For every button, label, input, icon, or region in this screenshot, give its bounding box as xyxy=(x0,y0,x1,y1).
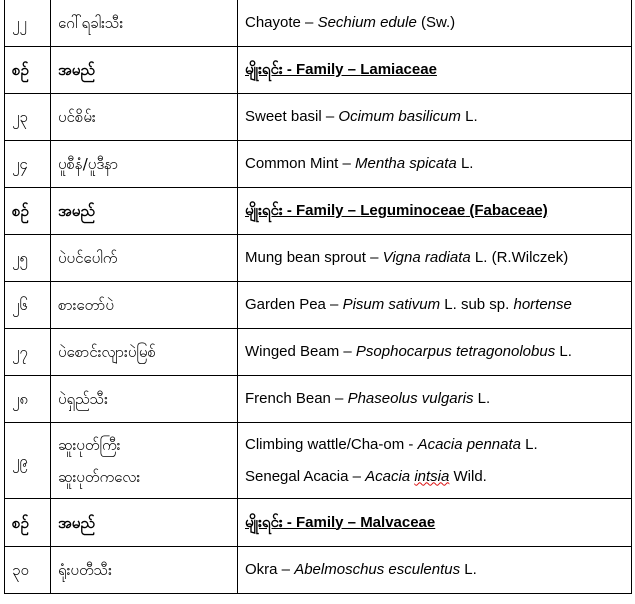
english-scientific-name xyxy=(238,423,632,499)
row-number: ၂၃ xyxy=(5,94,51,141)
table-row xyxy=(5,282,632,329)
family-label: မျိုးရင်း - Family – Leguminoceae (Fabaceae) xyxy=(238,188,632,235)
myanmar-name: ရုံးပတီသီး xyxy=(51,547,238,594)
family-header-row xyxy=(5,47,632,94)
table-row xyxy=(5,0,632,47)
english-scientific-name: Mung bean sprout – Vigna radiata L. (R.Wilczek) xyxy=(238,235,632,282)
row-number: ၂၆ xyxy=(5,282,51,329)
myanmar-name-line-1: ဆူးပုတ်ကြီး xyxy=(58,435,121,454)
english-scientific-name: Okra – Abelmoschus esculentus L. xyxy=(238,547,632,594)
english-scientific-name: Winged Beam – Psophocarpus tetragonolobus L. xyxy=(238,329,632,376)
myanmar-name: ပဲရှည်သီး xyxy=(51,376,238,423)
row-number: ၂၇ xyxy=(5,329,51,376)
header-name-label: အမည် xyxy=(51,47,238,94)
row-number: ၂၅ xyxy=(5,235,51,282)
english-scientific-name: Common Mint – Mentha spicata L. xyxy=(238,141,632,188)
myanmar-name: ပဲပင်ပေါက် xyxy=(51,235,238,282)
english-scientific-name: Garden Pea – Pisum sativum L. sub sp. hortense xyxy=(238,282,632,329)
header-number-label: စဥ် xyxy=(5,47,51,94)
myanmar-name-line-2: ဆူးပုတ်ကလေး xyxy=(58,467,141,486)
header-number-label: စဥ် xyxy=(5,499,51,547)
table-row xyxy=(5,376,632,423)
english-line-1: Climbing wattle/Cha-om - Acacia pennata L. xyxy=(245,435,538,453)
family-label: မျိုးရင်း - Family – Lamiaceae xyxy=(238,47,632,94)
row-number: ၂၉ xyxy=(5,423,51,499)
row-number: ၂၄ xyxy=(5,141,51,188)
row-number: ၃၀ xyxy=(5,547,51,594)
table-row xyxy=(5,141,632,188)
myanmar-name: ပင်စိမ်း xyxy=(51,94,238,141)
table-row xyxy=(5,547,632,594)
row-number: ၂၈ xyxy=(5,376,51,423)
myanmar-name: ဂေါ်ရခါးသီး xyxy=(51,0,238,47)
header-name-label: အမည် xyxy=(51,499,238,547)
english-scientific-name: French Bean – Phaseolus vulgaris L. xyxy=(238,376,632,423)
myanmar-name: ပဲစောင်းလျားပဲမြစ် xyxy=(51,329,238,376)
plant-table xyxy=(4,0,632,594)
family-header-row xyxy=(5,188,632,235)
myanmar-name xyxy=(51,423,238,499)
myanmar-name: ပူစီနံ/ပူဒီနာ xyxy=(51,141,238,188)
english-scientific-name: Sweet basil – Ocimum basilicum L. xyxy=(238,94,632,141)
english-line-2: Senegal Acacia – Acacia intsia Wild. xyxy=(245,467,487,485)
header-name-label: အမည် xyxy=(51,188,238,235)
row-number: ၂၂ xyxy=(5,0,51,47)
table-row xyxy=(5,329,632,376)
family-header-row xyxy=(5,499,632,547)
header-number-label: စဥ် xyxy=(5,188,51,235)
table-row xyxy=(5,94,632,141)
myanmar-name: စားတော်ပဲ xyxy=(51,282,238,329)
table-row xyxy=(5,235,632,282)
family-label: မျိုးရင်း - Family – Malvaceae xyxy=(238,499,632,547)
english-scientific-name: Chayote – Sechium edule (Sw.) xyxy=(238,0,632,47)
table-row xyxy=(5,423,632,499)
